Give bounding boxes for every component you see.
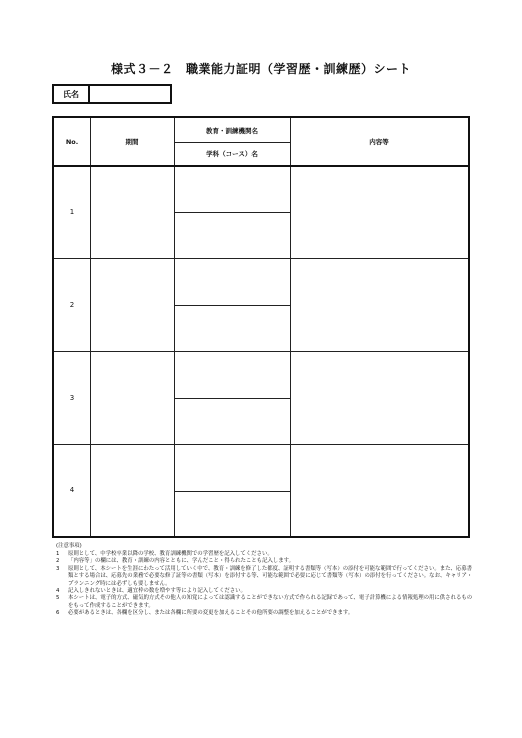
notes-section <box>56 543 474 618</box>
row-number: 2 <box>69 300 75 309</box>
note-text: 「内容等」の欄には、教育・訓練の内容とともに、学んだこと・得られたことも記入します。 <box>68 558 294 565</box>
note-text: 必要があるときは、各欄を区分し、または各欄に所要の変更を加えることその他所要の調整を加えることができます。 <box>68 610 354 617</box>
header-period: 期間 <box>125 138 139 146</box>
row-sub-divider <box>174 491 290 492</box>
col-divider <box>290 118 291 536</box>
note-number: 2 <box>56 558 60 565</box>
page-title: 様式３－２ 職業能力証明（学習歴・訓練歴）シート <box>110 62 411 76</box>
row-divider <box>54 258 468 259</box>
name-input[interactable] <box>90 86 170 102</box>
row-divider <box>54 351 468 352</box>
note-item <box>56 610 474 617</box>
row-number: 4 <box>69 486 75 494</box>
row-number: 3 <box>69 393 75 402</box>
row-sub-divider <box>174 398 290 399</box>
col-divider <box>90 118 91 536</box>
note-number: 5 <box>56 595 60 602</box>
note-number: 4 <box>56 587 60 594</box>
note-number: 6 <box>56 610 60 617</box>
row-divider <box>54 444 468 445</box>
note-number: 3 <box>56 565 60 572</box>
row-sub-divider <box>174 212 290 213</box>
header-divider <box>54 165 468 167</box>
col-divider <box>174 118 175 536</box>
note-number: 1 <box>56 550 60 557</box>
note-text: 本シートは、電子的方式、磁気的方式その他人の知覚によっては認識することができない方式で作られる記録であって、電子計算機による情報処理の用に供されるものをもって作成することができます。 <box>68 595 473 609</box>
row-sub-divider <box>174 305 290 306</box>
note-item <box>56 558 474 565</box>
header-course: 学科（コース）名 <box>206 150 258 158</box>
header-content: 内容等 <box>369 138 389 146</box>
row-number: 1 <box>69 207 75 216</box>
note-text: 記入しきれないときは、適宜枠の数を増やす等により記入してください。 <box>68 587 246 594</box>
note-text: 原則として、本シートを生涯にわたって活用していく中で、教育・訓練を修了した都度、証明する書類等（写本）の添付を可能な範囲で行ってください。また、応募書類とする場合は、応募先の業務で必要な修了証等の書類（写本）を添付する等、可能な範囲で必要に応じて書類等（写本）の添付を行ってください。なお、キャリア・プランニング時には必ずしも要しません。 <box>68 565 473 587</box>
name-field-box <box>52 84 172 104</box>
header-institution: 教育・訓練機関名 <box>206 126 258 135</box>
name-label: 氏名 <box>54 86 90 102</box>
note-item <box>56 566 474 588</box>
note-text: 原則として、中学校卒業以降の学校、教育訓練機関での学習歴を記入してください。 <box>68 550 273 557</box>
note-item <box>56 595 474 610</box>
history-table <box>52 116 470 538</box>
notes-title: (注意事項) <box>56 543 82 549</box>
header-no: No. <box>65 137 79 146</box>
